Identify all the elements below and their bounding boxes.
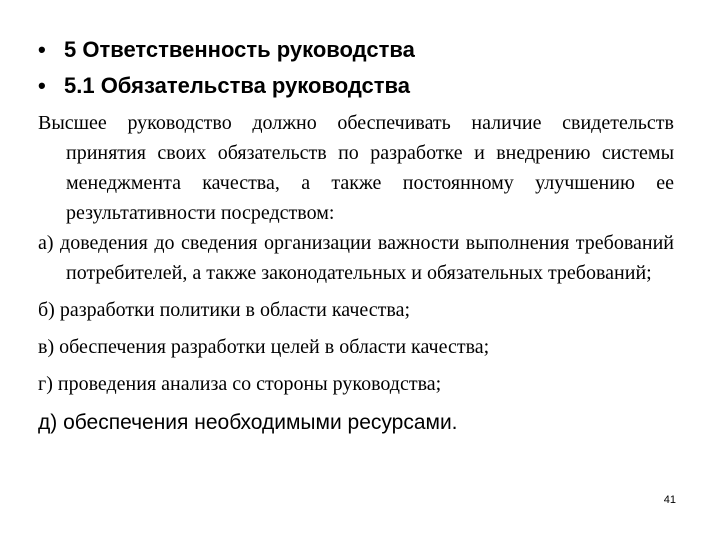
body-text [38, 108, 674, 443]
list-item-b: б) разработки политики в области качества; [38, 299, 411, 321]
heading-text-2: 5.1 Обязательства руководства [64, 73, 411, 98]
heading-bullets [38, 32, 678, 104]
list-item-d: д) обеспечения необходимыми ресурсами. [38, 411, 458, 434]
bullet-symbol: • [38, 73, 46, 98]
list-item-g: г) проведения анализа со стороны руководства; [38, 373, 442, 395]
page-number: 41 [663, 494, 676, 506]
heading-bullet-1 [38, 32, 678, 68]
heading-text-1: 5 Ответственность руководства [64, 37, 415, 62]
heading-bullet-2 [38, 68, 678, 104]
bullet-symbol: • [38, 37, 46, 62]
intro-paragraph: Высшее руководство должно обеспечивать наличие свидетельств принятия своих обязательств по разработке и внедрению системы менеджмента качества, а также постоянному улучшению ее результативности посредством: [38, 112, 674, 224]
list-item-v: в) обеспечения разработки целей в области качества; [38, 336, 490, 358]
list-item-a: а) доведения до сведения организации важности выполнения требований потребителей, а также законодательных и обязательных требований; [38, 232, 674, 284]
